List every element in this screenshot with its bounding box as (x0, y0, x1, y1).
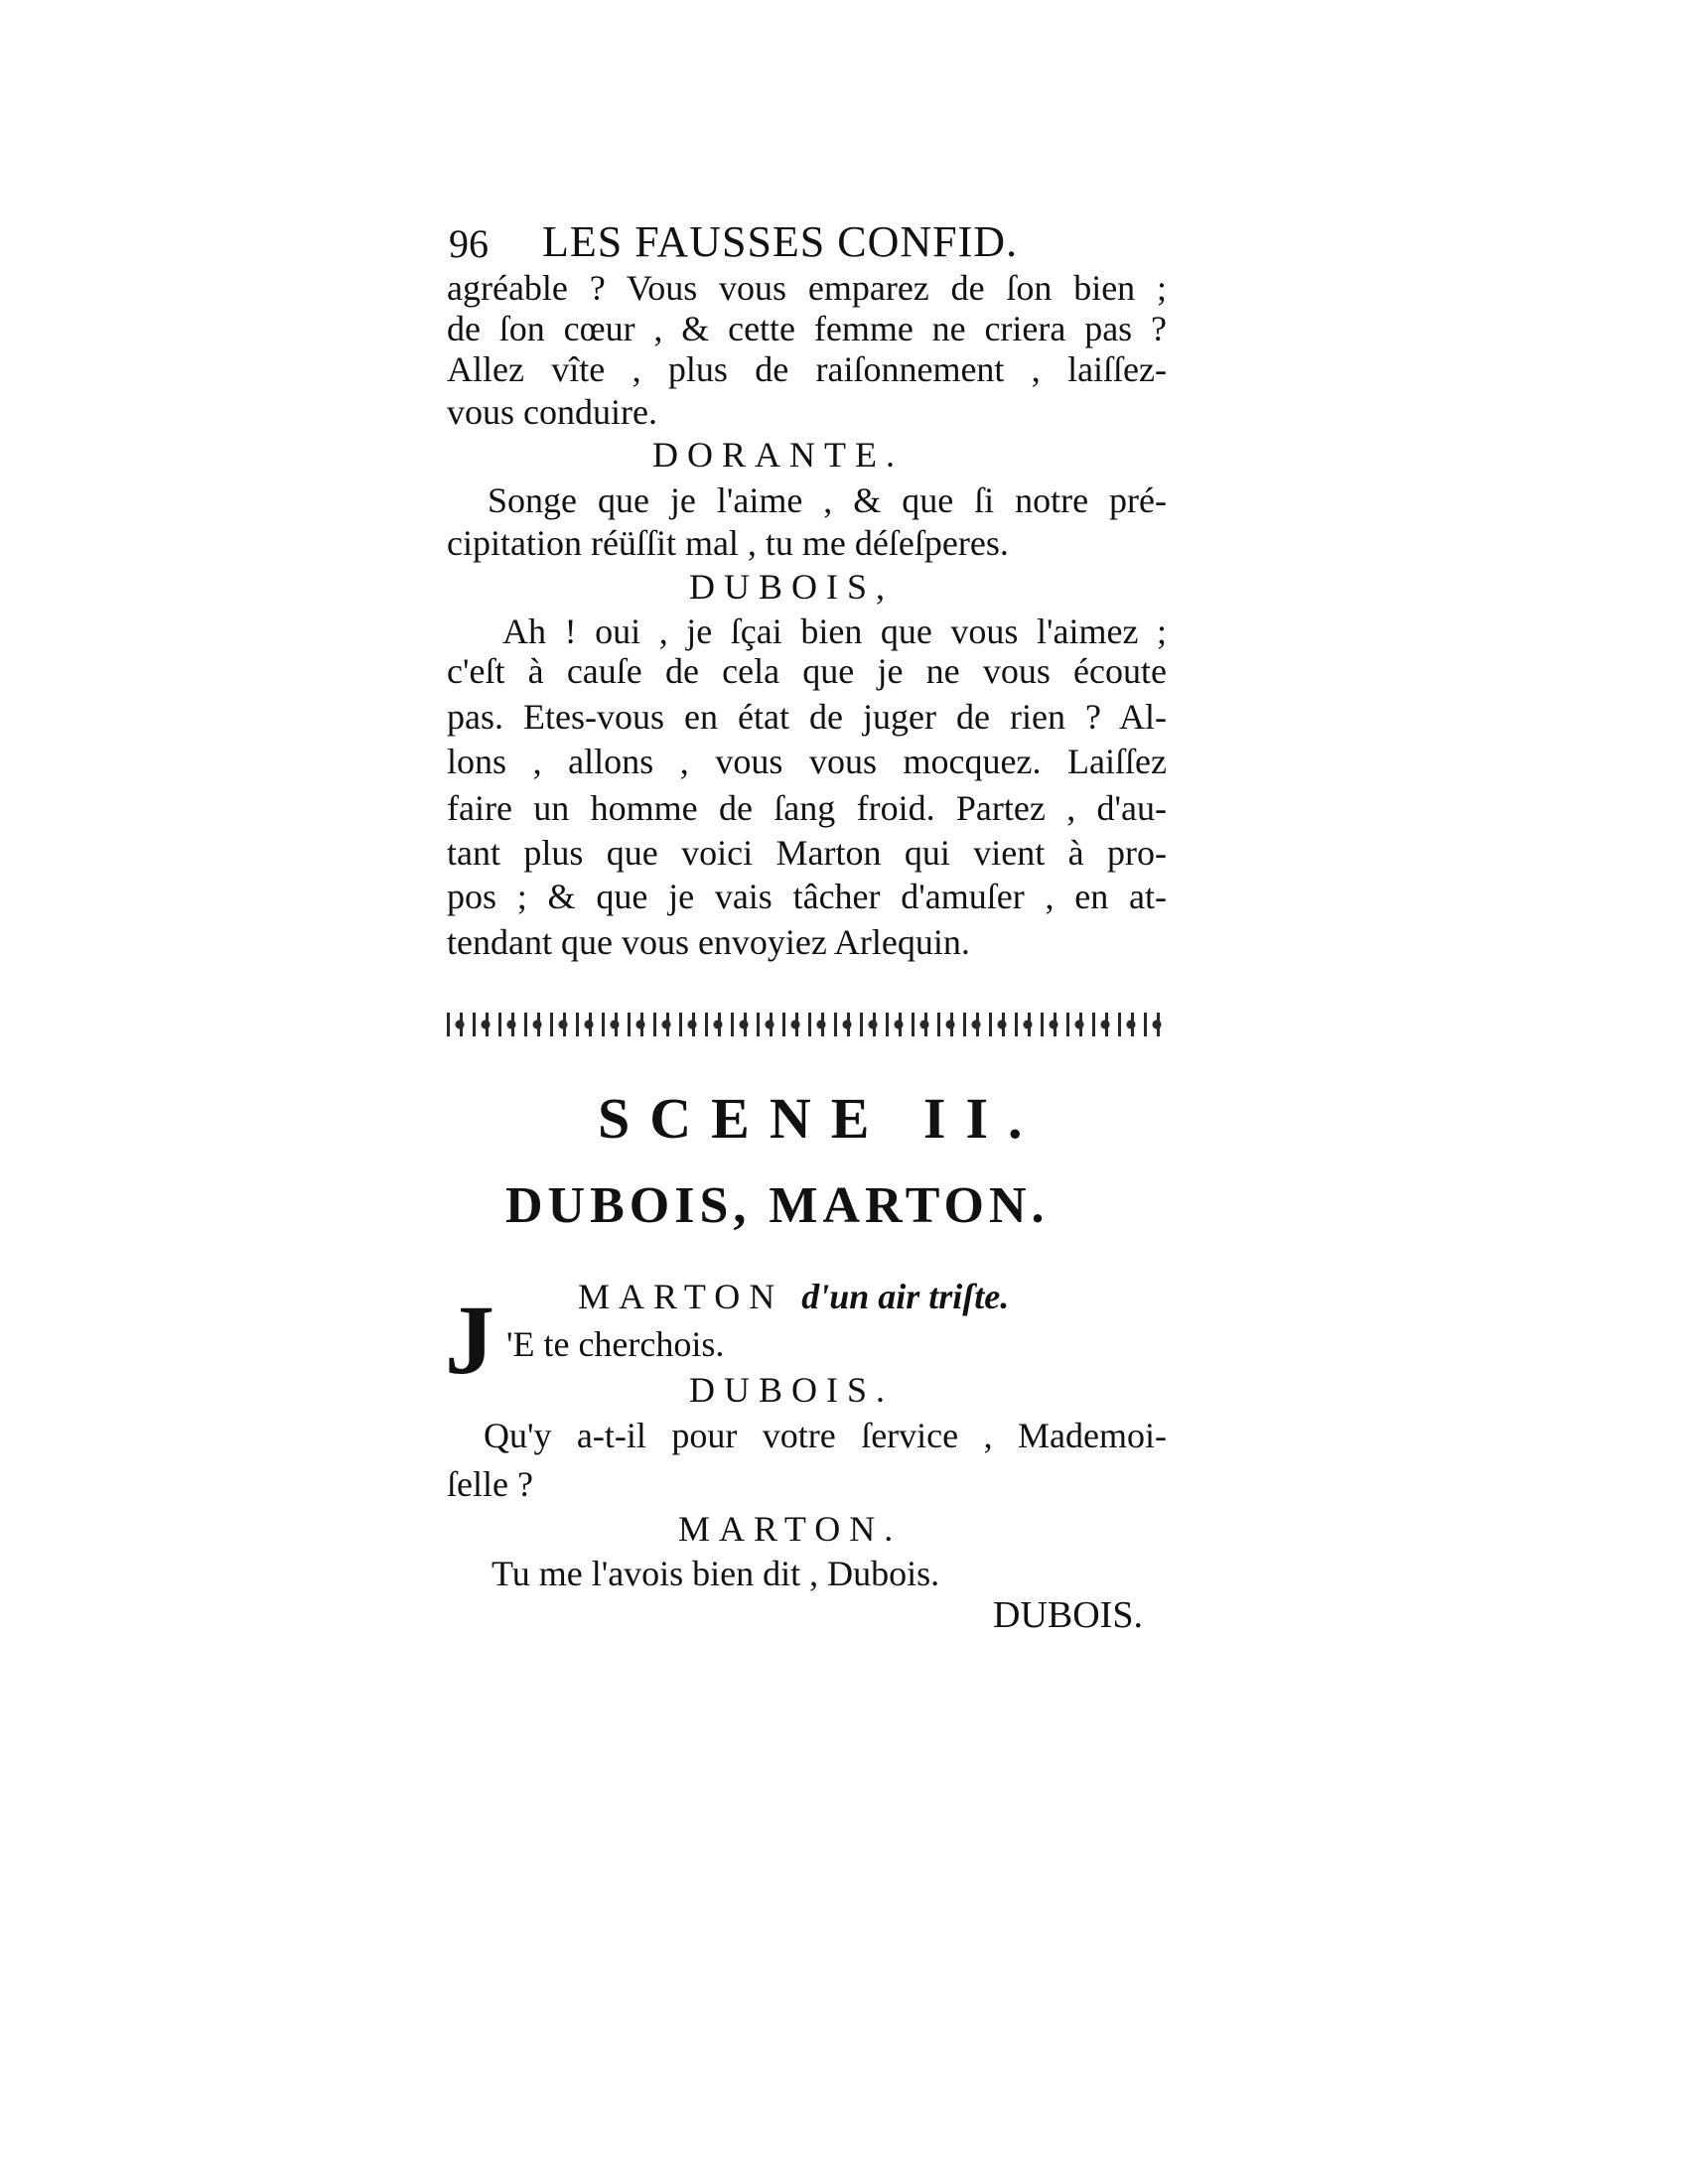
speaker-dubois: DUBOIS, (689, 567, 895, 607)
text-line: ſelle ? (447, 1464, 533, 1504)
text-line: faire un homme de ſang froid. Partez , d'au- (447, 788, 1167, 828)
text-line: agréable ? Vous vous emparez de ſon bien ; (447, 268, 1167, 308)
text-line: pas. Etes-vous en état de juger de rien ? Al- (447, 697, 1167, 737)
speaker-dubois: DUBOIS. (689, 1370, 895, 1410)
speaker-name: MARTON (578, 1277, 784, 1316)
drop-cap: J (445, 1285, 494, 1395)
text-line: c'eſt à cauſe de cela que je ne vous écoute (447, 651, 1167, 691)
speaker-marton: MARTON. (678, 1509, 903, 1549)
catchword: DUBOIS. (993, 1594, 1143, 1636)
text-line: tendant que vous envoyiez Arlequin. (447, 922, 970, 962)
text-line: 'E te cherchois. (506, 1324, 725, 1364)
text-line: tant plus que voici Marton qui vient à pro- (447, 833, 1167, 873)
text-line: vous conduire. (447, 392, 657, 432)
stage-direction: d'un air triſte. (801, 1277, 1010, 1316)
text-line: Qu'y a-t-il pour votre ſervice , Mademoi- (484, 1416, 1167, 1455)
text-line: lons , allons , vous vous mocquez. Laiſſez (447, 742, 1167, 781)
text-line: de ſon cœur , & cette femme ne criera pas ? (447, 309, 1167, 348)
text-line: pos ; & que je vais tâcher d'amuſer , en at- (447, 877, 1167, 916)
text-line: Songe que je l'aime , & que ſi notre pré- (488, 480, 1167, 520)
running-title: LES FAUSSES CONFID. (542, 217, 1019, 266)
text-line: Tu me l'avois bien dit , Dubois. (492, 1554, 940, 1593)
text-line: Allez vîte , plus de raiſonnement , laiſſez- (447, 349, 1167, 389)
page-number: 96 (449, 221, 489, 266)
speaker-marton (578, 1275, 1009, 1318)
scene-characters: DUBOIS, MARTON. (505, 1177, 1050, 1234)
text-line: cipitation réüſſit mal , tu me déſeſperes. (447, 523, 1009, 563)
scene-title: SCENE II. (598, 1086, 1043, 1151)
text-line: Ah ! oui , je ſçai bien que vous l'aimez ; (502, 612, 1167, 651)
ornamental-border (447, 1013, 1170, 1036)
speaker-dorante: DORANTE. (652, 435, 904, 475)
